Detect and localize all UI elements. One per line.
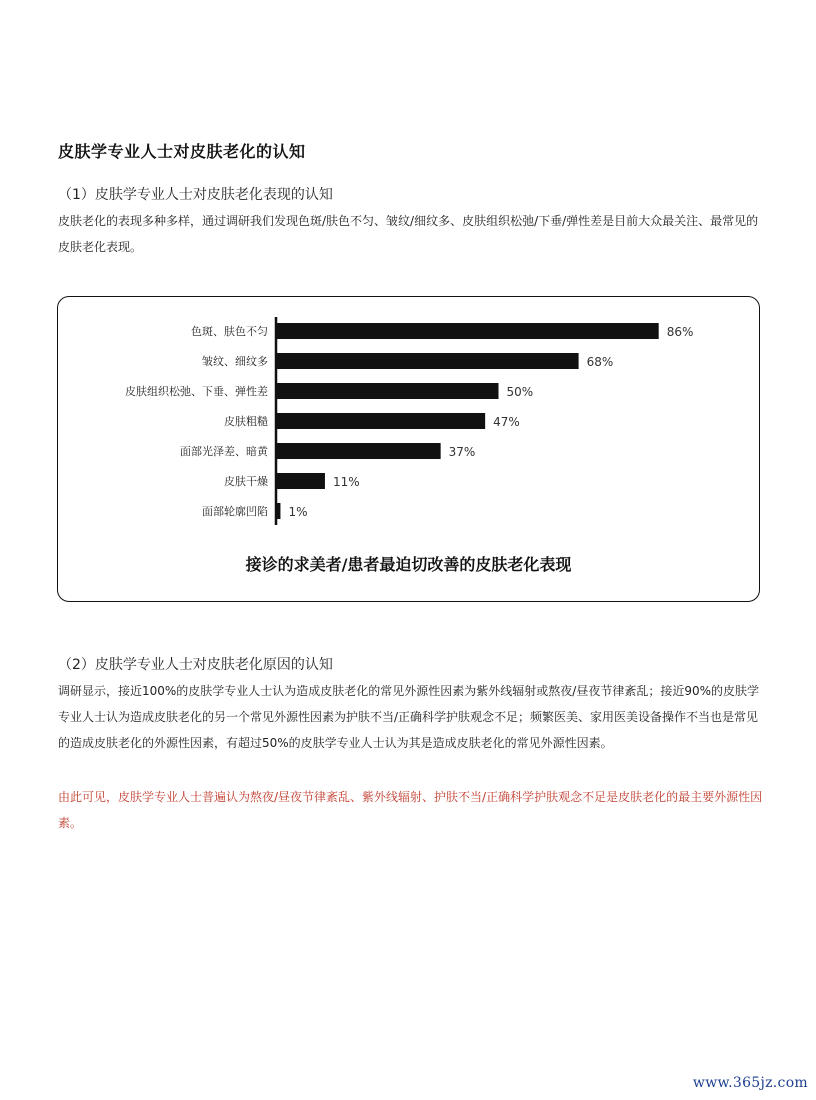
value-label: 11% — [332, 475, 360, 489]
category-label: 皮肤组织松弛、下垂、弹性差 — [125, 385, 268, 398]
chart-container — [57, 296, 760, 602]
value-label: 68% — [586, 355, 614, 369]
category-label: 面部光泽差、暗黄 — [180, 445, 268, 458]
bar-chart — [58, 297, 761, 547]
watermark: www.365jz.com — [692, 1075, 808, 1091]
bar — [276, 443, 441, 459]
bar — [276, 323, 659, 339]
bar — [276, 353, 579, 369]
chart-title: 接诊的求美者/患者最迫切改善的皮肤老化表现 — [245, 555, 572, 574]
category-label: 面部轮廓凹陷 — [202, 505, 268, 518]
value-label: 1% — [288, 505, 308, 519]
part2-heading: （2）皮肤学专业人士对皮肤老化原因的认知 — [58, 657, 333, 673]
bar — [276, 473, 325, 489]
value-label: 86% — [666, 325, 694, 339]
category-label: 皱纹、细纹多 — [202, 355, 268, 368]
part2-conclusion: 由此可见，皮肤学专业人士普遍认为熬夜/昼夜节律紊乱、紫外线辐射、护肤不当/正确科学护肤观念不足是皮肤老化的最主要外源性因素。 — [58, 790, 763, 830]
bar — [276, 503, 280, 519]
bar — [276, 383, 499, 399]
value-label: 47% — [493, 415, 520, 429]
part2-paragraph: 调研显示，接近100%的皮肤学专业人士认为造成皮肤老化的常见外源性因素为紫外线辐射或熬夜/昼夜节律紊乱；接近90%的皮肤学专业人士认为造成皮肤老化的另一个常见外源性因素为护肤不当/正确科学护肤观念不足；频繁医美、家用医美设备操作不当也是常见的造成皮肤老化的外源性因素，有超过50%的皮肤学专业人士认为其是造成皮肤老化的常见外源性因素。 — [58, 684, 760, 750]
category-label: 色斑、肤色不匀 — [191, 325, 268, 338]
part1-paragraph: 皮肤老化的表现多种多样，通过调研我们发现色斑/肤色不匀、皱纹/细纹多、皮肤组织松弛/下垂/弹性差是目前大众最关注、最常见的皮肤老化表现。 — [58, 214, 759, 254]
part1-heading: （1）皮肤学专业人士对皮肤老化表现的认知 — [58, 187, 333, 203]
value-label: 37% — [448, 445, 476, 459]
section-title: 皮肤学专业人士对皮肤老化的认知 — [58, 142, 306, 161]
category-label: 皮肤干燥 — [224, 475, 268, 488]
bar — [276, 413, 485, 429]
value-label: 50% — [506, 385, 534, 399]
category-label: 皮肤粗糙 — [224, 415, 268, 428]
